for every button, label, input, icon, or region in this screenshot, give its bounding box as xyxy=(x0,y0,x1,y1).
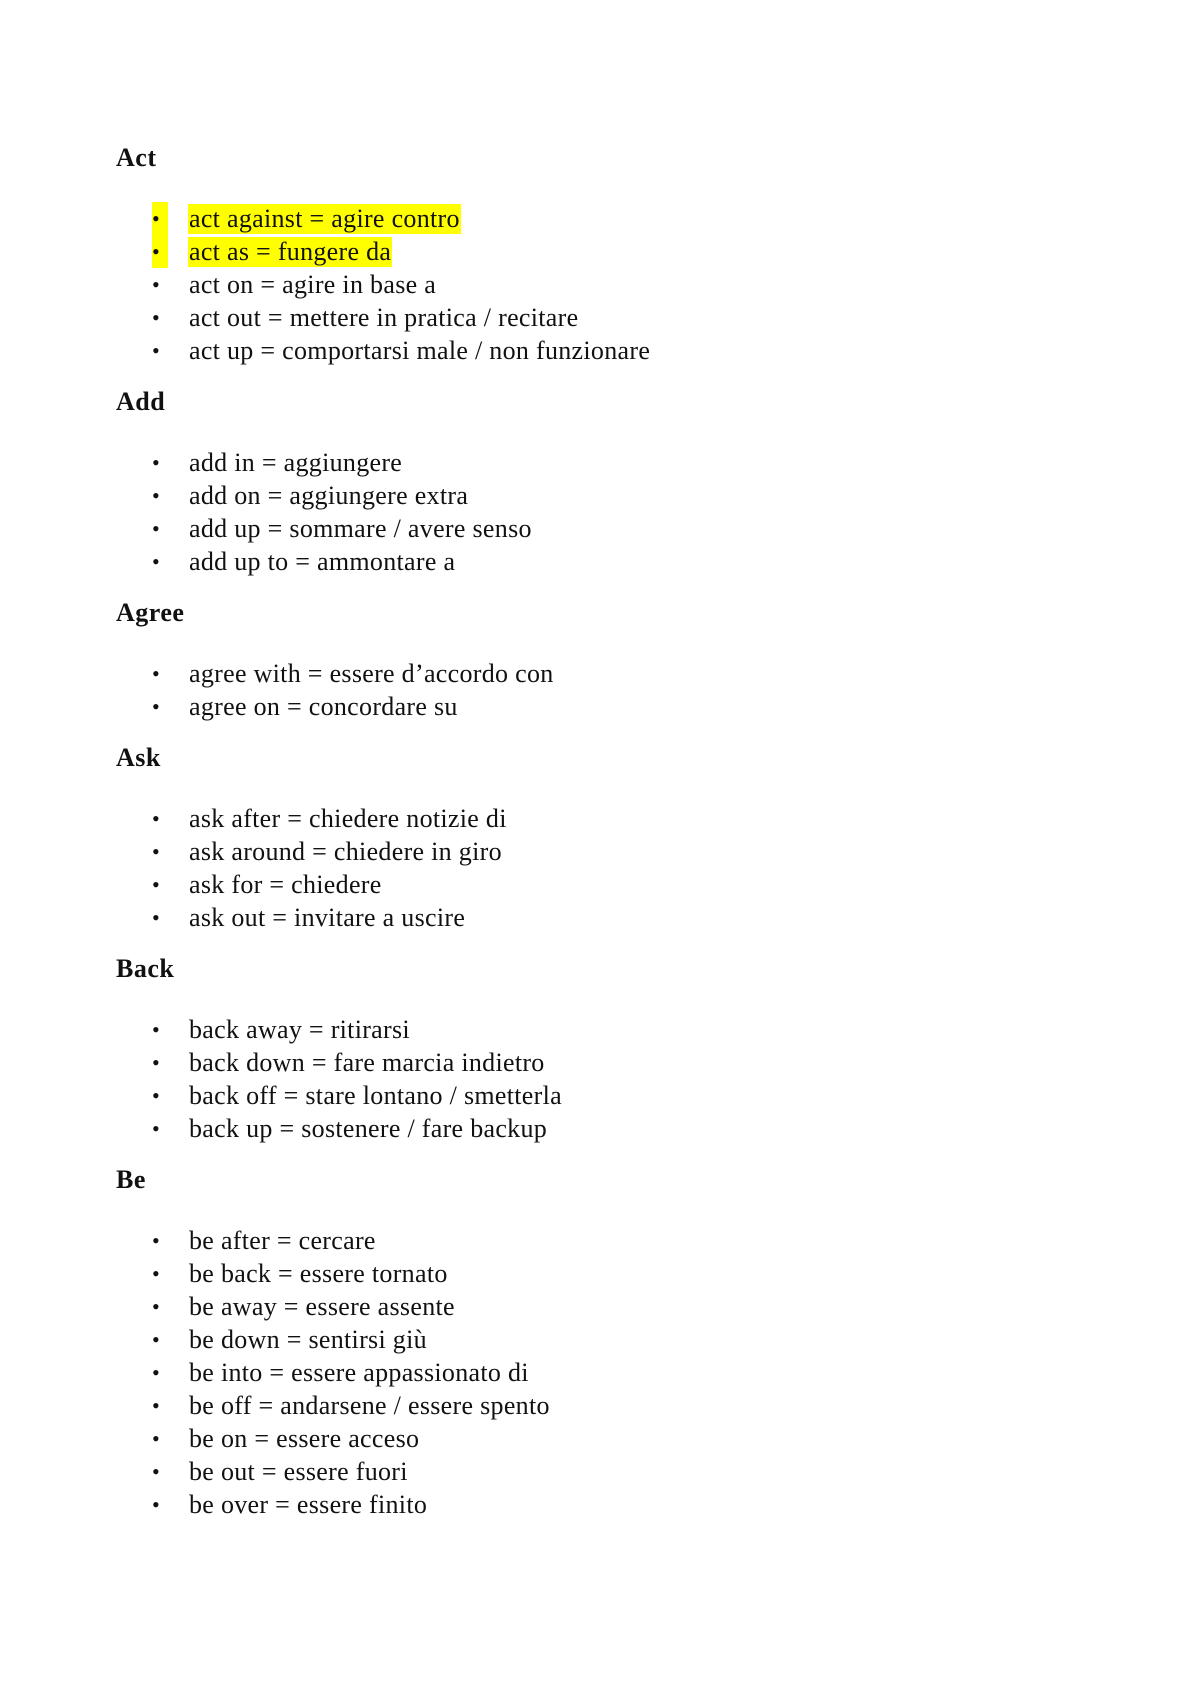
bullet-icon: • xyxy=(152,661,161,686)
bullet-icon: • xyxy=(152,872,161,897)
phrasal-verb-list xyxy=(116,1013,1116,1145)
document-body xyxy=(116,143,1116,1541)
list-item xyxy=(116,1112,1116,1145)
list-item xyxy=(116,802,1116,835)
list-item-text: ask out = invitare a uscire xyxy=(189,903,466,932)
bullet-icon: • xyxy=(152,305,161,330)
list-item-text: be off = andarsene / essere spento xyxy=(189,1391,550,1420)
bullet-icon: • xyxy=(152,839,161,864)
list-item-text: act on = agire in base a xyxy=(189,270,437,299)
phrasal-verb-list xyxy=(116,202,1116,367)
list-item xyxy=(116,835,1116,868)
list-item-text: act out = mettere in pratica / recitare xyxy=(189,303,579,332)
list-item xyxy=(116,1323,1116,1356)
list-item xyxy=(116,868,1116,901)
list-item xyxy=(116,1046,1116,1079)
bullet-icon: • xyxy=(152,202,168,235)
list-item-text: ask for = chiedere xyxy=(189,870,382,899)
bullet-icon: • xyxy=(152,235,168,268)
bullet-icon: • xyxy=(152,1327,161,1352)
list-item xyxy=(116,301,1116,334)
list-item-text: back away = ritirarsi xyxy=(189,1015,410,1044)
list-item xyxy=(116,512,1116,545)
list-item xyxy=(116,479,1116,512)
phrasal-verb-list xyxy=(116,657,1116,723)
list-item xyxy=(116,545,1116,578)
list-item-text: be out = essere fuori xyxy=(189,1457,408,1486)
bullet-icon: • xyxy=(152,483,161,508)
phrasal-verb-list xyxy=(116,446,1116,578)
list-item-text: act against = agire contro xyxy=(189,204,460,233)
bullet-icon: • xyxy=(152,1393,161,1418)
verb-section-be xyxy=(116,1165,1116,1521)
bullet-icon: • xyxy=(152,1459,161,1484)
bullet-icon: • xyxy=(152,806,161,831)
bullet-icon: • xyxy=(152,1050,161,1075)
verb-section-ask xyxy=(116,743,1116,934)
verb-section-add xyxy=(116,387,1116,578)
verb-section-agree xyxy=(116,598,1116,723)
list-item xyxy=(116,1422,1116,1455)
list-item-text: be after = cercare xyxy=(189,1226,376,1255)
list-item-text: ask around = chiedere in giro xyxy=(189,837,502,866)
bullet-icon: • xyxy=(152,450,161,475)
list-item-text: add up = sommare / avere senso xyxy=(189,514,532,543)
bullet-icon: • xyxy=(152,905,161,930)
verb-section-back xyxy=(116,954,1116,1145)
list-item-text: be into = essere appassionato di xyxy=(189,1358,529,1387)
list-item-text: be down = sentirsi giù xyxy=(189,1325,427,1354)
list-item xyxy=(116,1257,1116,1290)
list-item xyxy=(116,334,1116,367)
list-item-text: add up to = ammontare a xyxy=(189,547,456,576)
bullet-icon: • xyxy=(152,1492,161,1517)
list-item xyxy=(116,1290,1116,1323)
bullet-icon: • xyxy=(152,1360,161,1385)
section-heading: Back xyxy=(116,954,175,983)
bullet-icon: • xyxy=(152,516,161,541)
section-heading: Ask xyxy=(116,743,161,772)
list-item-text: agree on = concordare su xyxy=(189,692,458,721)
bullet-icon: • xyxy=(152,1083,161,1108)
list-item-text: act up = comportarsi male / non funzionare xyxy=(189,336,651,365)
list-item xyxy=(116,268,1116,301)
list-item-text: act as = fungere da xyxy=(189,237,392,266)
list-item xyxy=(116,202,1116,235)
list-item xyxy=(116,901,1116,934)
bullet-icon: • xyxy=(152,1426,161,1451)
bullet-icon: • xyxy=(152,549,161,574)
list-item xyxy=(116,1224,1116,1257)
list-item-text: back down = fare marcia indietro xyxy=(189,1048,545,1077)
list-item xyxy=(116,1013,1116,1046)
list-item-text: add on = aggiungere extra xyxy=(189,481,469,510)
section-heading: Be xyxy=(116,1165,146,1194)
list-item xyxy=(116,1079,1116,1112)
list-item-text: be over = essere finito xyxy=(189,1490,428,1519)
list-item xyxy=(116,657,1116,690)
list-item-text: ask after = chiedere notizie di xyxy=(189,804,507,833)
verb-section-act xyxy=(116,143,1116,367)
list-item xyxy=(116,1389,1116,1422)
list-item-text: be on = essere acceso xyxy=(189,1424,420,1453)
bullet-icon: • xyxy=(152,1017,161,1042)
phrasal-verb-list xyxy=(116,802,1116,934)
list-item xyxy=(116,1488,1116,1521)
phrasal-verb-list xyxy=(116,1224,1116,1521)
list-item xyxy=(116,690,1116,723)
list-item xyxy=(116,446,1116,479)
bullet-icon: • xyxy=(152,1294,161,1319)
section-heading: Act xyxy=(116,143,157,172)
list-item xyxy=(116,235,1116,268)
list-item-text: agree with = essere d’accordo con xyxy=(189,659,554,688)
list-item xyxy=(116,1356,1116,1389)
list-item xyxy=(116,1455,1116,1488)
section-heading: Add xyxy=(116,387,166,416)
list-item-text: back off = stare lontano / smetterla xyxy=(189,1081,562,1110)
section-heading: Agree xyxy=(116,598,185,627)
bullet-icon: • xyxy=(152,694,161,719)
bullet-icon: • xyxy=(152,1261,161,1286)
bullet-icon: • xyxy=(152,272,161,297)
list-item-text: add in = aggiungere xyxy=(189,448,403,477)
bullet-icon: • xyxy=(152,1116,161,1141)
list-item-text: back up = sostenere / fare backup xyxy=(189,1114,548,1143)
bullet-icon: • xyxy=(152,338,161,363)
list-item-text: be away = essere assente xyxy=(189,1292,455,1321)
bullet-icon: • xyxy=(152,1228,161,1253)
list-item-text: be back = essere tornato xyxy=(189,1259,448,1288)
